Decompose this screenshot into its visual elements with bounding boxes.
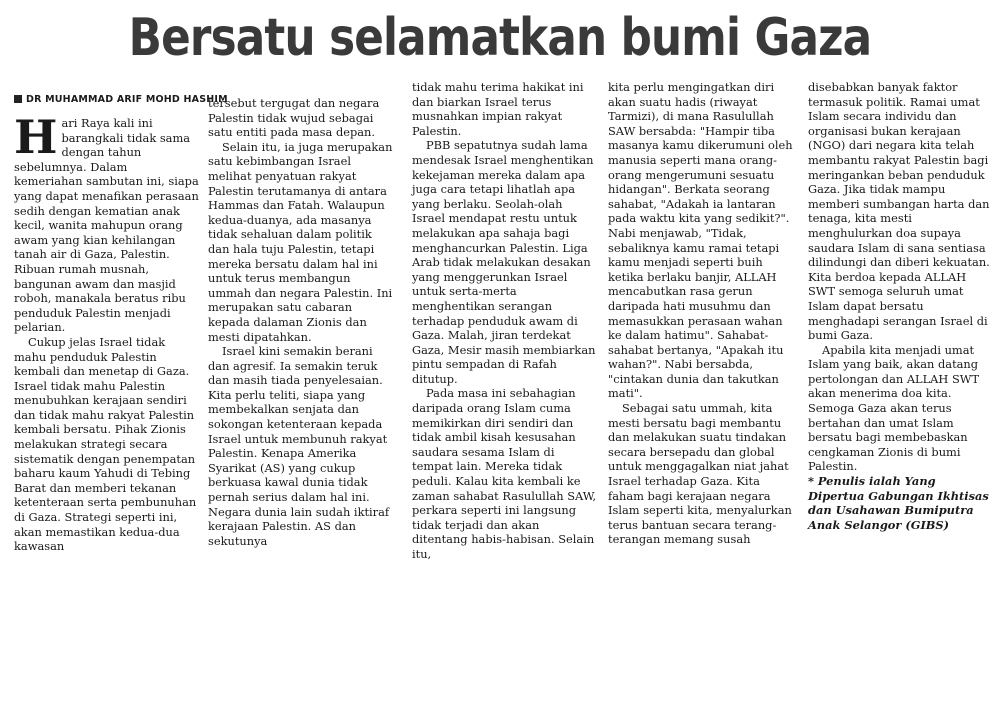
author-footnote: * Penulis ialah Yang Dipertua Gabungan Ikhtisas dan Usahawan Bumiputra Anak Selangor (GIBS): [808, 474, 989, 532]
article-column-2: [208, 96, 393, 548]
article-column-4: [608, 80, 793, 547]
column-paragraph: Apabila kita menjadi umat Islam yang baik, akan datang pertolongan dan ALLAH SWT akan menerima doa kita. Semoga Gaza akan terus bertahan dan umat Islam bersatu bagi membebaskan cengkaman Zionis di bumi Palestin.: [808, 342, 980, 474]
column-paragraph: Cukup jelas Israel tidak mahu penduduk Palestin kembali dan menetap di Gaza. Israel tidak mahu Palestin menubuhkan kerajaan sendiri dan tidak mahu rakyat Palestin kembali bersatu. Pihak Zionis melakukan strategi secara sistematik dengan penempatan baharu kaum Yahudi di Tebing Barat dan memberi tekanan ketenteraan serta pembunuhan di Gaza. Strategi seperti ini, akan memastikan kedua-dua kawasan: [14, 334, 197, 554]
column-paragraph: Pada masa ini sebahagian daripada orang Islam cuma memikirkan diri sendiri dan tidak ambil kisah kesusahan saudara sesama Islam di tempat lain. Mereka tidak peduli. Kalau kita kembali ke zaman sahabat Rasulullah SAW, perkara seperti ini langsung tidak terjadi dan akan ditentang habis-habisan. Selain itu,: [412, 386, 597, 561]
column-paragraph: Sebagai satu ummah, kita mesti bersatu bagi membantu dan melakukan suatu tindakan secara bersepadu dan global untuk menggagalkan niat jahat Israel terhadap Gaza. Kita faham bagi kerajaan negara Islam seperti kita, menyalurkan terus bantuan secara terang-terangan memang susah: [608, 401, 792, 547]
column-paragraph: tersebut tergugat dan negara Palestin tidak wujud sebagai satu entiti pada masa depan.: [208, 96, 380, 140]
column-paragraph: Hari Raya kali ini barangkali tidak sama dengan tahun sebelumnya. Dalam kemeriahan sambutan ini, siapa yang dapat menafikan perasaan sedih dengan kematian anak kecil, wanita mahupun orang awam yang kian kehilangan tanah air di Gaza, Palestin. Ribuan rumah musnah, bangunan awam dan masjid roboh, manakala beratus ribu penduduk Palestin menjadi pelarian.: [14, 110, 199, 335]
article-column-5: [808, 80, 993, 532]
article-column-1: [14, 110, 199, 554]
column-paragraph: Israel kini semakin berani dan agresif. Ia semakin teruk dan masih tiada penyelesaian. Kita perlu teliti, siapa yang membekalkan senjata dan sokongan ketenteraan kepada Israel untuk membunuh rakyat Palestin. Kenapa Amerika Syarikat (AS) yang cukup berkuasa kawal dunia tidak pernah serius dalam hal ini. Negara dunia lain sudah iktiraf kerajaan Palestin. AS dan sekutunya: [208, 344, 390, 548]
drop-cap: H: [14, 110, 58, 164]
column-paragraph: kita perlu mengingatkan diri akan suatu hadis (riwayat Tarmizi), di mana Rasulullah SAW bersabda: "Hampir tiba masanya kamu dikerumuni oleh manusia seperti mana orang-orang mengerumuni sesuatu hidangan". Berkata seorang sahabat, "Adakah ia lantaran pada waktu kita yang sedikit?". Nabi menjawab, "Tidak, sebaliknya kamu ramai tetapi kamu menjadi seperti buih ketika berlaku banjir, ALLAH mencabutkan rasa gerun daripada hati musuhmu dan memasukkan perasaan wahan ke dalam hatimu". Sahabat-sahabat bertanya, "Apakah itu wahan?". Nabi bersabda, "cintakan dunia dan takutkan mati".: [608, 80, 793, 401]
column-paragraph: tidak mahu terima hakikat ini dan biarkan Israel terus musnahkan impian rakyat Palestin.: [412, 80, 584, 138]
column-paragraph: PBB sepatutnya sudah lama mendesak Israel menghentikan kekejaman mereka dalam apa juga cara tetapi lihatlah apa yang berlaku. Seolah-olah Israel mendapat restu untuk melakukan apa sahaja bagi menghancurkan Palestin. Liga Arab tidak melakukan desakan yang menggerunkan Israel untuk serta-merta menghentikan serangan terhadap penduduk awam di Gaza. Malah, jiran terdekat Gaza, Mesir masih membiarkan pintu sempadan di Rafah ditutup.: [412, 138, 596, 386]
byline-author: DR MUHAMMAD ARIF MOHD HASHIM: [26, 94, 228, 105]
article-column-3: [412, 80, 597, 562]
article-headline: Bersatu selamatkan bumi Gaza: [128, 8, 872, 68]
column-paragraph: Selain itu, ia juga merupakan satu kebimbangan Israel melihat penyatuan rakyat Palestin terutamanya di antara Hammas dan Fatah. Walaupun kedua-duanya, ada masanya tidak sehaluan dalam politik dan hala tuju Palestin, tetapi mereka bersatu dalam hal ini untuk terus membangun ummah dan negara Palestin. Ini merupakan satu cabaran kepada dalaman Zionis dan mesti dipatahkan.: [208, 139, 393, 344]
byline: [14, 94, 228, 105]
column-paragraph: disebabkan banyak faktor termasuk politik. Ramai umat Islam secara individu dan organisasi bukan kerajaan (NGO) dari negara kita telah membantu rakyat Palestin bagi meringankan beban penduduk Gaza. Jika tidak mampu memberi sumbangan harta dan tenaga, kita mesti menghulurkan doa supaya saudara Islam di sana sentiasa dilindungi dan diberi kekuatan. Kita berdoa kepada ALLAH SWT semoga seluruh umat Islam dapat bersatu menghadapi serangan Israel di bumi Gaza.: [808, 80, 990, 343]
byline-square-icon: [14, 95, 22, 103]
